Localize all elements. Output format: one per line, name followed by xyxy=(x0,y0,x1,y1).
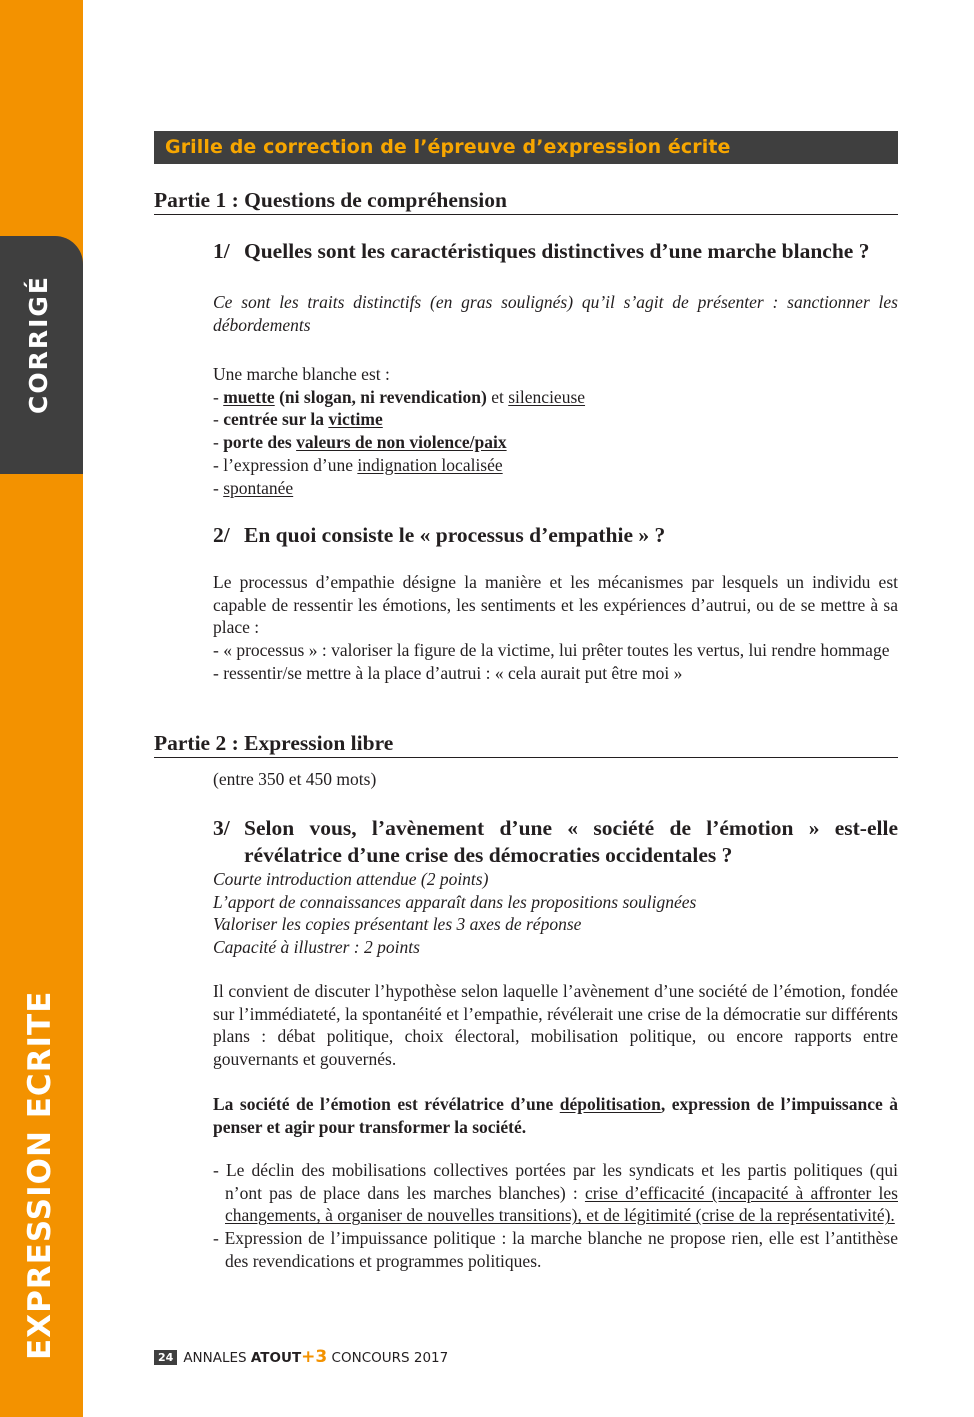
q3-bullet-2: - Expression de l’impuissance politique : la marche blanche ne propose rien, elle est l’antithèse des revendications et programmes politiques. xyxy=(213,1228,898,1271)
q1-bullet-5: - spontanée xyxy=(213,477,294,498)
question-3 xyxy=(213,815,898,869)
q3-paragraph: Il convient de discuter l’hypothèse selon laquelle l’avènement d’une société de l’émotion, fondée sur l’immédiateté, la spontanéité et l’empathie, révélerait une crise de la démocratie sur différents plans : débat politique, choix électoral, mobilisation politique, ou encore rapports entre gouvernants et gouvernés. xyxy=(213,981,898,1070)
q1-answer xyxy=(213,363,898,499)
q3-bullet-1: - Le déclin des mobilisations collectives portées par les syndicats et les partis politiques (qui n’ont pas de place dans les marches blanches) : crise d’efficacité (incapacité à affronter les changements, à organiser de nouvelles transitions), et de légitimité (crise de la représentativité). xyxy=(213,1160,898,1226)
footer-annales: ANNALES xyxy=(183,1350,251,1366)
footer xyxy=(154,1347,448,1365)
question-2 xyxy=(213,522,898,549)
q2-title: En quoi consiste le « processus d’empathie » ? xyxy=(244,523,666,547)
q1-number: 1/ xyxy=(213,239,230,263)
part2-heading: Partie 2 : Expression libre xyxy=(154,730,898,758)
footer-plus3: +3 xyxy=(301,1347,328,1367)
q3-instructions xyxy=(213,868,898,959)
page-number: 24 xyxy=(154,1350,177,1365)
title-banner xyxy=(154,131,898,164)
question-1 xyxy=(213,238,898,265)
q3-instruction-1: Courte introduction attendue (2 points) xyxy=(213,869,489,889)
q1-bullet-3: - porte des valeurs de non violence/paix xyxy=(213,432,507,453)
q2-bullet-1: - « processus » : valoriser la figure de la victime, lui prêter toutes les vertus, lui rendre hommage xyxy=(213,640,890,661)
q2-number: 2/ xyxy=(213,523,230,547)
q2-bullet-2: - ressentir/se mettre à la place d’autrui : « cela aurait put être moi » xyxy=(213,662,683,683)
q1-bullet-1: - muette (ni slogan, ni revendication) et silencieuse xyxy=(213,386,586,407)
section-tab xyxy=(0,474,83,514)
section-label: EXPRESSION ECRITE xyxy=(22,990,58,1360)
q3-number: 3/ xyxy=(213,816,230,840)
footer-concours: CONCOURS 2017 xyxy=(327,1350,449,1366)
q1-bullet-2: - centrée sur la victime xyxy=(213,409,383,430)
q3-thesis: La société de l’émotion est révélatrice d’une dépolitisation, expression de l’impuissance à penser et agir pour transformer la société. xyxy=(213,1094,898,1137)
corrige-label: CORRIGÉ xyxy=(24,275,53,414)
banner-title: Grille de correction de l’épreuve d’expression écrite xyxy=(165,136,731,158)
q1-instruction: Ce sont les traits distinctifs (en gras soulignés) qu’il s’agit de présenter : sanctionner les débordements xyxy=(213,292,898,335)
word-count: (entre 350 et 450 mots) xyxy=(213,769,377,789)
q1-intro: Une marche blanche est : xyxy=(213,364,390,384)
q2-answer xyxy=(213,571,898,685)
footer-atout: ATOUT xyxy=(250,1350,302,1366)
q2-paragraph: Le processus d’empathie désigne la manière et les mécanismes par lesquels un individu est capable de ressentir les émotions, les sentiments et les expériences d’autrui, ou de se mettre à sa place : xyxy=(213,572,898,638)
q1-bullet-4: - l’expression d’une indignation localisée xyxy=(213,454,503,475)
q3-bullets xyxy=(213,1159,898,1273)
q3-instruction-2: L’apport de connaissances apparaît dans les propositions soulignées xyxy=(213,891,697,912)
q1-title: Quelles sont les caractéristiques distinctives d’une marche blanche ? xyxy=(244,239,870,263)
q3-instruction-3: Valoriser les copies présentant les 3 axes de réponse xyxy=(213,914,582,935)
q3-instruction-4: Capacité à illustrer : 2 points xyxy=(213,937,420,958)
q3-title: Selon vous, l’avènement d’une « société de l’émotion » est-elle révélatrice d’une crise des démocraties occidentales ? xyxy=(244,816,898,867)
part1-heading: Partie 1 : Questions de compréhension xyxy=(154,187,898,215)
